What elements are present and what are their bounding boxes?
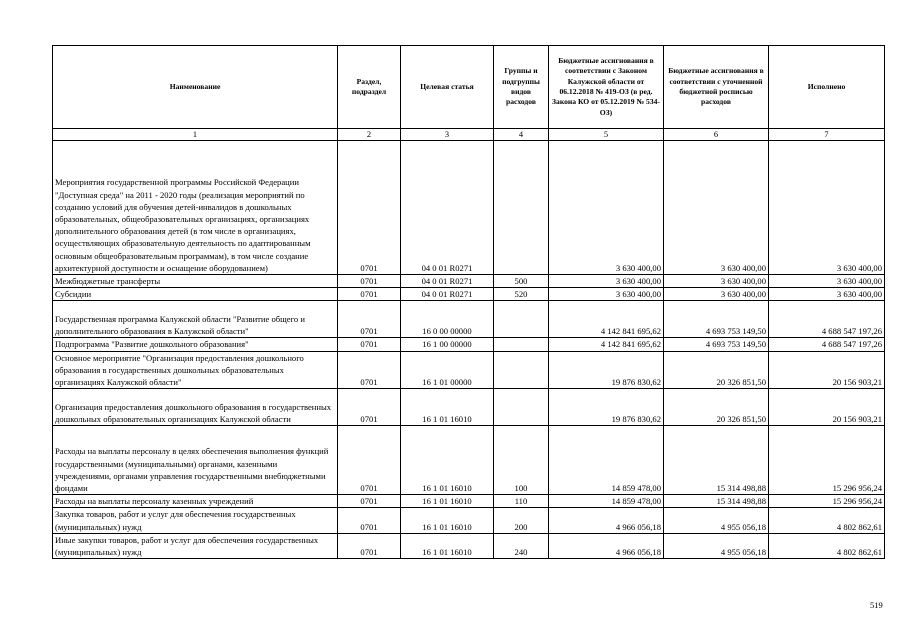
row-expense-group: 110 [494, 495, 549, 508]
table-row [53, 426, 885, 495]
table-row [53, 495, 885, 508]
row-budget-allocation: 4 955 056,18 [664, 533, 769, 558]
row-expense-group [494, 301, 549, 338]
row-section: 0701 [338, 288, 401, 301]
row-budget-allocation: 3 630 400,00 [664, 141, 769, 275]
row-law-allocation: 4 142 841 695,62 [549, 338, 664, 351]
row-expense-group: 100 [494, 426, 549, 495]
row-target-article: 16 1 01 16010 [401, 533, 494, 558]
column-number: 2 [338, 129, 401, 141]
row-target-article: 16 1 01 16010 [401, 495, 494, 508]
row-law-allocation: 4 142 841 695,62 [549, 301, 664, 338]
header-budget-list-allocations: Бюджетные ассигнования в соответствии с уточненной бюджетной росписью расходов [664, 46, 769, 129]
row-law-allocation: 3 630 400,00 [549, 275, 664, 288]
column-number: 5 [549, 129, 664, 141]
row-executed: 4 688 547 197,26 [769, 338, 885, 351]
row-section: 0701 [338, 508, 401, 533]
row-name: Субсидии [53, 288, 338, 301]
row-name: Расходы на выплаты персоналу в целях обеспечения выполнения функций государственными (муниципальными) органами, казенными учреждениями, органами управления государственными внебюджетными фондами [53, 426, 338, 495]
header-target: Целевая статья [401, 46, 494, 129]
header-executed: Исполнено [769, 46, 885, 129]
row-executed: 4 802 862,61 [769, 508, 885, 533]
table-body [53, 141, 885, 559]
column-number: 7 [769, 129, 885, 141]
row-executed: 15 296 956,24 [769, 495, 885, 508]
row-target-article: 16 1 01 16010 [401, 389, 494, 426]
row-target-article: 04 0 01 R0271 [401, 275, 494, 288]
header-section: Раздел, подраздел [338, 46, 401, 129]
header-name: Наименование [53, 46, 338, 129]
row-executed: 15 296 956,24 [769, 426, 885, 495]
row-name: Межбюджетные трансферты [53, 275, 338, 288]
row-section: 0701 [338, 426, 401, 495]
row-name: Иные закупки товаров, работ и услуг для обеспечения государственных (муниципальных) нужд [53, 533, 338, 558]
budget-table [52, 45, 885, 559]
row-budget-allocation: 20 326 851,50 [664, 389, 769, 426]
row-law-allocation: 3 630 400,00 [549, 141, 664, 275]
row-executed: 3 630 400,00 [769, 141, 885, 275]
row-executed: 4 802 862,61 [769, 533, 885, 558]
column-number-row [53, 129, 885, 141]
column-number: 1 [53, 129, 338, 141]
row-law-allocation: 19 876 830,62 [549, 389, 664, 426]
row-section: 0701 [338, 141, 401, 275]
table-row [53, 508, 885, 533]
header-law-allocations: Бюджетные ассигнования в соответствии с Законом Калужской области от 06.12.2018 № 419-ОЗ (в ред. Закона КО от 05.12.2019 № 534-ОЗ) [549, 46, 664, 129]
row-budget-allocation: 4 955 056,18 [664, 508, 769, 533]
table-row [53, 338, 885, 351]
row-law-allocation: 3 630 400,00 [549, 288, 664, 301]
table-row [53, 389, 885, 426]
row-law-allocation: 14 859 478,00 [549, 426, 664, 495]
row-budget-allocation: 3 630 400,00 [664, 288, 769, 301]
row-budget-allocation: 4 693 753 149,50 [664, 338, 769, 351]
row-expense-group [494, 351, 549, 389]
row-target-article: 16 1 01 00000 [401, 351, 494, 389]
row-name: Государственная программа Калужской области "Развитие общего и дополнительного образования в Калужской области" [53, 301, 338, 338]
table-row [53, 301, 885, 338]
page-number: 519 [870, 600, 883, 610]
row-name: Подпрограмма "Развитие дошкольного образования" [53, 338, 338, 351]
row-executed: 20 156 903,21 [769, 351, 885, 389]
row-name: Расходы на выплаты персоналу казенных учреждений [53, 495, 338, 508]
row-expense-group [494, 389, 549, 426]
table-row [53, 351, 885, 389]
row-budget-allocation: 3 630 400,00 [664, 275, 769, 288]
header-row [53, 46, 885, 129]
row-section: 0701 [338, 533, 401, 558]
row-budget-allocation: 15 314 498,88 [664, 426, 769, 495]
table-row [53, 533, 885, 558]
row-section: 0701 [338, 351, 401, 389]
row-name: Организация предоставления дошкольного образования в государственных дошкольных образовательных организациях Калужской области [53, 389, 338, 426]
row-target-article: 16 1 01 16010 [401, 426, 494, 495]
row-target-article: 16 1 01 16010 [401, 508, 494, 533]
row-name: Закупка товаров, работ и услуг для обеспечения государственных (муниципальных) нужд [53, 508, 338, 533]
table-row [53, 288, 885, 301]
row-law-allocation: 14 859 478,00 [549, 495, 664, 508]
row-budget-allocation: 4 693 753 149,50 [664, 301, 769, 338]
row-expense-group [494, 141, 549, 275]
table-row [53, 275, 885, 288]
column-number: 6 [664, 129, 769, 141]
row-expense-group: 200 [494, 508, 549, 533]
column-number: 4 [494, 129, 549, 141]
row-expense-group: 500 [494, 275, 549, 288]
row-executed: 20 156 903,21 [769, 389, 885, 426]
row-budget-allocation: 20 326 851,50 [664, 351, 769, 389]
row-expense-group: 240 [494, 533, 549, 558]
row-law-allocation: 19 876 830,62 [549, 351, 664, 389]
row-section: 0701 [338, 389, 401, 426]
row-expense-group [494, 338, 549, 351]
row-target-article: 16 0 00 00000 [401, 301, 494, 338]
row-executed: 3 630 400,00 [769, 275, 885, 288]
row-expense-group: 520 [494, 288, 549, 301]
row-executed: 3 630 400,00 [769, 288, 885, 301]
row-target-article: 04 0 01 R0271 [401, 288, 494, 301]
row-name: Мероприятия государственной программы Российской Федерации "Доступная среда" на 2011 - 2020 годы (реализация мероприятий по созданию условий для обучения детей-инвалидов в дошкольных образовательных, общеобразовательных организациях, организациях дополнительного образования детей (в том числе в организациях, осуществляющих образовательную деятельность по адаптированным основным общеобразовательным программам), в том числе создание архитектурной доступности и оснащение оборудованием) [53, 141, 338, 275]
table-row [53, 141, 885, 275]
row-section: 0701 [338, 338, 401, 351]
row-section: 0701 [338, 301, 401, 338]
column-number: 3 [401, 129, 494, 141]
row-target-article: 16 1 00 00000 [401, 338, 494, 351]
row-budget-allocation: 15 314 498,88 [664, 495, 769, 508]
row-target-article: 04 0 01 R0271 [401, 141, 494, 275]
row-law-allocation: 4 966 056,18 [549, 508, 664, 533]
row-executed: 4 688 547 197,26 [769, 301, 885, 338]
row-name: Основное мероприятие "Организация предоставления дошкольного образования в государственных дошкольных образовательных организациях Калужской области" [53, 351, 338, 389]
row-law-allocation: 4 966 056,18 [549, 533, 664, 558]
row-section: 0701 [338, 275, 401, 288]
header-groups: Группы и подгруппы видов расходов [494, 46, 549, 129]
row-section: 0701 [338, 495, 401, 508]
